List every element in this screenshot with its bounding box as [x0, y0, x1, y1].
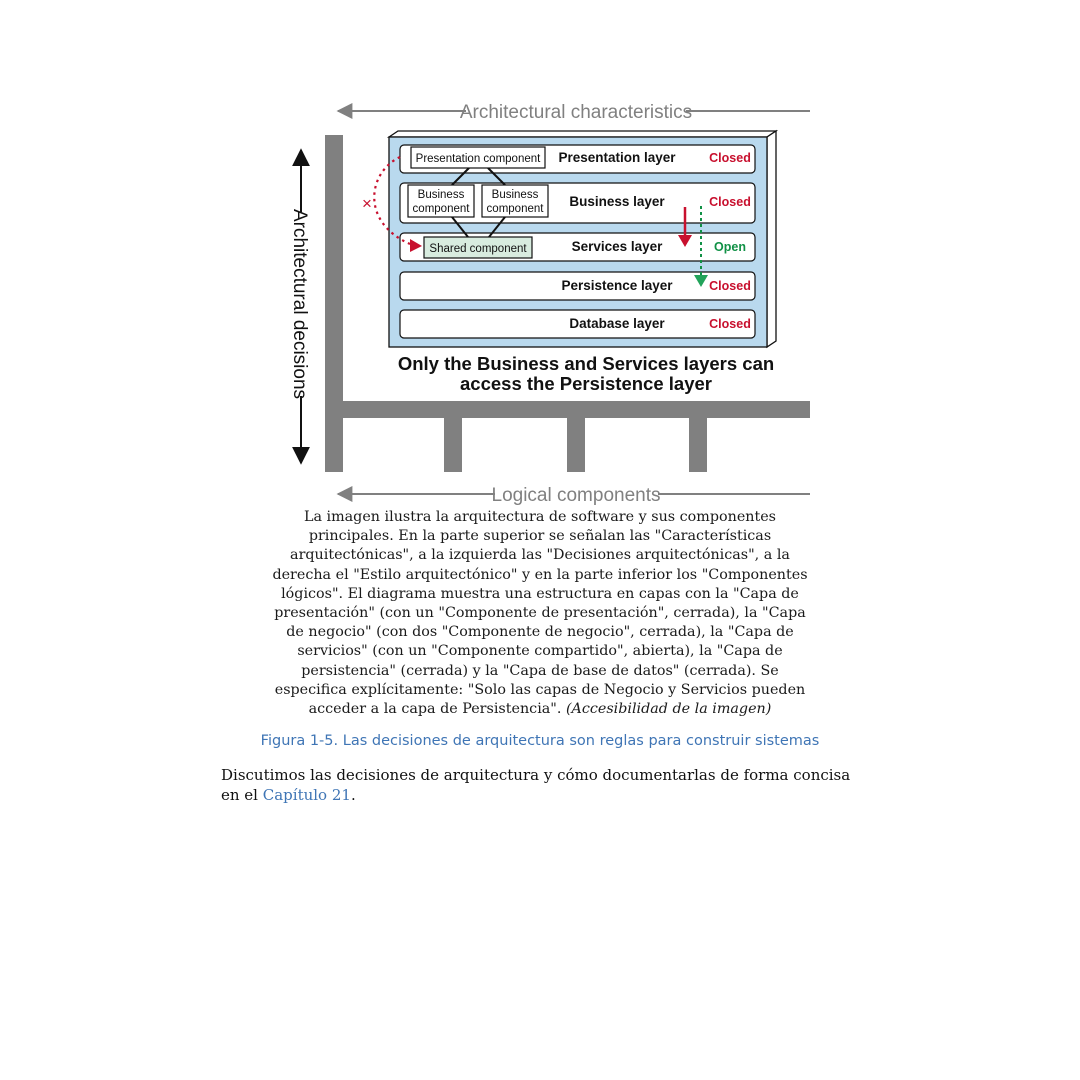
- layer-status-closed: Closed: [709, 317, 751, 331]
- layer-name: Business layer: [569, 194, 665, 209]
- blocked-mark-icon: ×: [362, 194, 372, 213]
- business-component-label: component: [412, 203, 470, 215]
- layered-architecture-panel: [362, 131, 776, 347]
- left-axis-label: Architectural decisions: [289, 208, 310, 400]
- frame-leg: [567, 401, 585, 472]
- figure-note: Only the Business and Services layers can: [397, 353, 775, 374]
- bottom-axis: [338, 485, 810, 506]
- layer-status-closed: Closed: [709, 151, 751, 165]
- business-component-label: Business: [417, 189, 465, 201]
- figure-note: access the Persistence layer: [460, 373, 712, 394]
- top-axis-label: Architectural characteristics: [459, 102, 693, 123]
- panel-top-face: [389, 131, 776, 137]
- frame-leg: [444, 401, 462, 472]
- layer-status-closed: Closed: [709, 279, 751, 293]
- figure-caption-title: Figura 1-5. Las decisiones de arquitectura son reglas para construir sistemas: [260, 733, 820, 749]
- body-text: Discutimos las decisiones de arquitectura y cómo documentarlas de forma concisa en el: [221, 766, 851, 804]
- shared-component-label: Shared component: [429, 243, 527, 255]
- left-axis: [289, 150, 310, 463]
- business-component-label: Business: [491, 189, 539, 201]
- accessibility-note: (Accesibilidad de la imagen): [565, 701, 772, 718]
- presentation-component-label: Presentation component: [415, 153, 541, 165]
- image-description: [270, 508, 810, 719]
- layer-name: Presentation layer: [558, 150, 676, 165]
- architecture-figure: [0, 0, 1080, 510]
- layer-name: Services layer: [571, 239, 663, 254]
- panel-side-face: [767, 131, 776, 347]
- body-text-end: .: [350, 786, 356, 804]
- bottom-axis-label: Logical components: [491, 485, 661, 506]
- layer-name: Database layer: [569, 316, 665, 331]
- body-paragraph: [221, 765, 851, 805]
- frame-vertical-post: [325, 135, 343, 472]
- chapter-link[interactable]: Capítulo 21: [262, 786, 351, 804]
- layer-status-closed: Closed: [709, 195, 751, 209]
- layer-name: Persistence layer: [561, 278, 673, 293]
- layer-status-open: Open: [714, 240, 746, 254]
- image-description-text: La imagen ilustra la arquitectura de software y sus componentes principales. En la parte superior se señalan las "Características arquitectónicas", a la izquierda las "Decisiones arquitectónicas", a la derecha el "Estilo arquitectónico" y en la parte inferior los "Componentes lógicos". El diagrama muestra una estructura en capas con la "Capa de presentación" (con un "Componente de presentación", cerrada), la "Capa de negocio" (con dos "Componente de negocio", cerrada), la "Capa de servicios" (con un "Componente compartido", abierta), la "Capa de persistencia" (cerrada) y la "Capa de base de datos" (cerrada). Se especifica explícitamente: "Solo las capas de Negocio y Servicios pueden acceder a la capa de Persistencia".: [272, 509, 808, 718]
- top-axis: [338, 102, 810, 123]
- frame-leg: [689, 401, 707, 472]
- business-component-label: component: [486, 203, 544, 215]
